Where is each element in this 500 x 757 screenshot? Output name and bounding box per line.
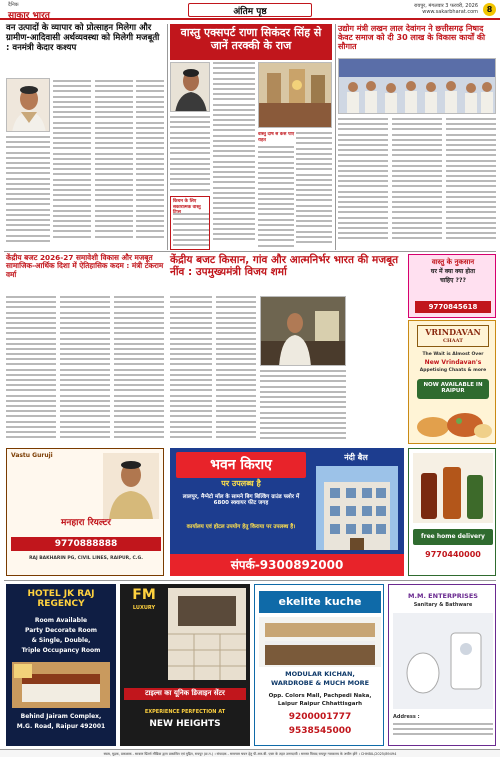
vaastu-ad-line2: घर में क्या क्या होता xyxy=(430,268,476,275)
fm-experience: EXPERIENCE PERFECTION AT xyxy=(144,709,226,715)
page-header xyxy=(0,0,500,20)
delivery-phone: 9770440000 xyxy=(425,550,481,559)
story4-body-col2 xyxy=(60,296,110,444)
realtor-photo xyxy=(103,453,159,519)
vrindavan-logo xyxy=(417,325,489,347)
ekelite-address2: Laipur Raipur Chhattisgarh xyxy=(277,701,363,707)
fm-tiles-ad[interactable] xyxy=(120,584,250,746)
page-number: 8 xyxy=(483,3,496,16)
vastu-guruji-title: Vastu Guruji xyxy=(11,452,53,459)
minister-photo xyxy=(6,78,50,132)
story3-headline: उद्योग मंत्री लखन लाल देवांगन ने छत्तीसगढ़ निषाद केवट समाज को दी 30 लाख के विकास कार्यों की सौगात xyxy=(338,24,486,52)
story3-body-col2 xyxy=(392,118,442,248)
story2-sidebar-kitchen xyxy=(170,196,210,250)
masthead-prefix: दैनिक xyxy=(8,2,19,8)
mm-title: M.M. ENTERPRISES xyxy=(408,592,478,600)
story2-sidebar-relief xyxy=(258,132,332,250)
hotel-address2: M.G. Road, Raipur 492001 xyxy=(16,723,106,730)
story2-body-col1 xyxy=(213,62,255,250)
vrindavan-tag2: New Vrindavan's xyxy=(424,359,482,366)
chaat-food-photo xyxy=(413,403,493,441)
vrindavan-available: NOW AVAILABLE IN RAIPUR xyxy=(417,379,489,399)
story3-body-col3 xyxy=(446,118,496,248)
fm-logo: FM xyxy=(132,587,156,603)
story5-body-col3 xyxy=(260,370,346,444)
hotel-line3: & Single, Double, xyxy=(31,637,91,644)
vaastu-relief-body-b xyxy=(296,132,332,250)
mm-address-label: Address : xyxy=(393,714,420,720)
ekelite-phone1: 9200001777 xyxy=(288,712,352,722)
hotel-room-photo xyxy=(12,662,110,708)
sanitary-products-photo xyxy=(393,613,493,709)
hotel-ad[interactable] xyxy=(6,584,116,746)
vrindavan-name: VRINDAVAN xyxy=(425,327,481,337)
deputy-cm-photo xyxy=(260,296,346,366)
vaastu-ad-line3: चाहिए ??? xyxy=(440,277,466,284)
mm-subtitle: Sanitary & Bathware xyxy=(413,602,473,608)
story1-body-col0 xyxy=(6,136,50,248)
ads-divider xyxy=(4,580,496,581)
section-divider xyxy=(4,251,496,252)
bhawan-title: भवन किराए xyxy=(176,452,306,478)
story2-headline-box xyxy=(170,24,332,60)
modular-kitchen-photo xyxy=(259,617,381,667)
story2-body-col0 xyxy=(170,116,210,196)
story5-body-col2 xyxy=(216,296,256,444)
fm-heights: NEW HEIGHTS xyxy=(149,719,221,729)
story1-body-col2 xyxy=(95,80,133,248)
fm-tagline: टाइल्स का यूनिक डिजाइन सेंटर xyxy=(124,688,246,700)
temple-scene-photo xyxy=(258,62,332,128)
manohar-realtor-ad[interactable] xyxy=(6,448,164,576)
bhawan-use: कार्यालय एवं होटल उपयोग हेतु किराया पर उपलब्ध है। xyxy=(186,524,296,530)
vrindavan-tag1: The Wait is Almost Over xyxy=(422,352,484,357)
mm-enterprises-ad[interactable] xyxy=(388,584,496,746)
story1-body-col1 xyxy=(53,80,91,248)
masthead-name: साकार भारत xyxy=(8,11,50,21)
vaastu-relief-body-a xyxy=(258,146,294,250)
vaastu-ad-phone: 9770845618 xyxy=(415,301,491,313)
bhawan-detail: लालपुर, मैग्नेटो मॉल के सामने बिग बिल्डिंग ग्राउंड फ्लोर में 6800 स्क्वायर फीट जगह xyxy=(182,494,300,507)
story4-headline: केंद्रीय बजट 2026-27 समावेशी विकास और मजबूत सामाजिक-आर्थिक दिशा में ऐतिहासिक कदम : मंत्री टंकराम वर्मा xyxy=(6,253,164,279)
imprint-line: स्वत्व, मुद्रक, प्रकाशक - साकार प्रिंटर्स मीडिया द्वारा प्रकाशित एवं मुद्रित, रायपुर (छ.ग.) । संपादक - समाचार चयन हेतु पी.आर.बी. एक्ट के तहत उत्तरदायी । समस्त विवाद रायपुर न्यायालय के अधीन होंगे । CHHBIL/2025/89494 xyxy=(0,749,500,757)
story5-headline: केंद्रीय बजट किसान, गांव और आत्मनिर्भर भारत की मजबूत नींव : उपमुख्यमंत्री विजय शर्मा xyxy=(170,254,399,279)
ekelite-logo: ekelite kuche xyxy=(259,591,381,613)
ekelite-address1: Opp. Colors Mall, Pachpedi Naka, xyxy=(268,693,372,699)
story1-headline: वन उत्पादों के व्यापार को प्रोत्साहन मिलेगा और ग्रामीण-आदिवासी अर्थव्यवस्था को मिलेगी मजबूती : वनमंत्री केदार कश्यप xyxy=(6,23,160,53)
story3-body-col1 xyxy=(338,118,388,248)
vaastu-relief-title: वास्तु दोष से कैसे पाएं राहत xyxy=(258,132,295,143)
free-delivery-label: free home delivery xyxy=(413,529,493,545)
hotel-line4: Triple Occupancy Room xyxy=(21,647,101,654)
building-photo xyxy=(316,466,398,550)
hotel-name: HOTEL JK RAJ REGENCY xyxy=(27,589,95,609)
story5-body-col1 xyxy=(170,296,212,444)
hotel-address1: Behind Jairam Complex, xyxy=(20,713,102,720)
ekelite-line2: WARDROBE & MUCH MORE xyxy=(270,679,370,687)
bhawan-location-tag: नंदी बैल xyxy=(344,453,368,462)
ekelite-line1: MODULAR KICHAN, xyxy=(285,670,355,678)
bhawan-contact: संपर्क-9300892000 xyxy=(170,554,404,576)
building-for-rent-ad[interactable] xyxy=(170,448,404,576)
ekelite-kitchen-ad[interactable] xyxy=(254,584,384,746)
dateline xyxy=(414,3,478,15)
hotel-line2: Party Decorate Room xyxy=(25,627,97,634)
vaastu-ad-line1: वास्तु के नुकसान xyxy=(431,258,475,266)
fm-luxury: LUXURY xyxy=(132,605,156,611)
tile-showroom-photo xyxy=(168,588,246,680)
event-photo xyxy=(338,58,496,114)
hotel-line1: Room Available xyxy=(34,617,88,624)
story4-body-col3 xyxy=(114,296,164,444)
manohar-title: मनहारा रियल्टर xyxy=(60,518,111,528)
product-bottles-photo xyxy=(413,453,493,523)
manohar-phone: 9770888888 xyxy=(11,537,161,551)
section-title: अंतिम पृष्ठ xyxy=(188,3,312,17)
vrindavan-sub: CHAAT xyxy=(443,338,463,344)
kitchen-tips-title: किचन के लिए सकारात्मक वास्तु xyxy=(173,199,201,210)
column-rule xyxy=(167,24,168,250)
website: www.sakarbharat.com xyxy=(422,9,478,15)
kitchen-tips-body xyxy=(173,213,209,249)
date: रायपुर, मंगलवार 3 फरवरी, 2026 xyxy=(414,3,478,9)
bhawan-sub: पर उपलब्ध है xyxy=(221,479,261,488)
vaastu-expert-photo xyxy=(170,62,210,112)
column-rule xyxy=(335,24,336,250)
home-delivery-ad[interactable] xyxy=(408,448,496,576)
vrindavan-tag3: Appetising Chaats & more xyxy=(419,368,487,373)
story4-body-col1 xyxy=(6,296,56,444)
story1-body-col3 xyxy=(136,80,164,248)
manohar-address: RAJ BAKHARIN PG, CIVIL LINES, RAIPUR, C.G. xyxy=(29,556,143,561)
ekelite-phone2: 9538545000 xyxy=(288,726,352,736)
mm-address-lines xyxy=(393,723,493,743)
vaastu-ad[interactable] xyxy=(408,254,496,318)
story2-headline: वास्तु एक्सपर्ट राणा सिकंदर सिंह से जानें तरक्की के राज xyxy=(180,26,322,52)
vrindavan-chaat-ad[interactable] xyxy=(408,320,496,444)
